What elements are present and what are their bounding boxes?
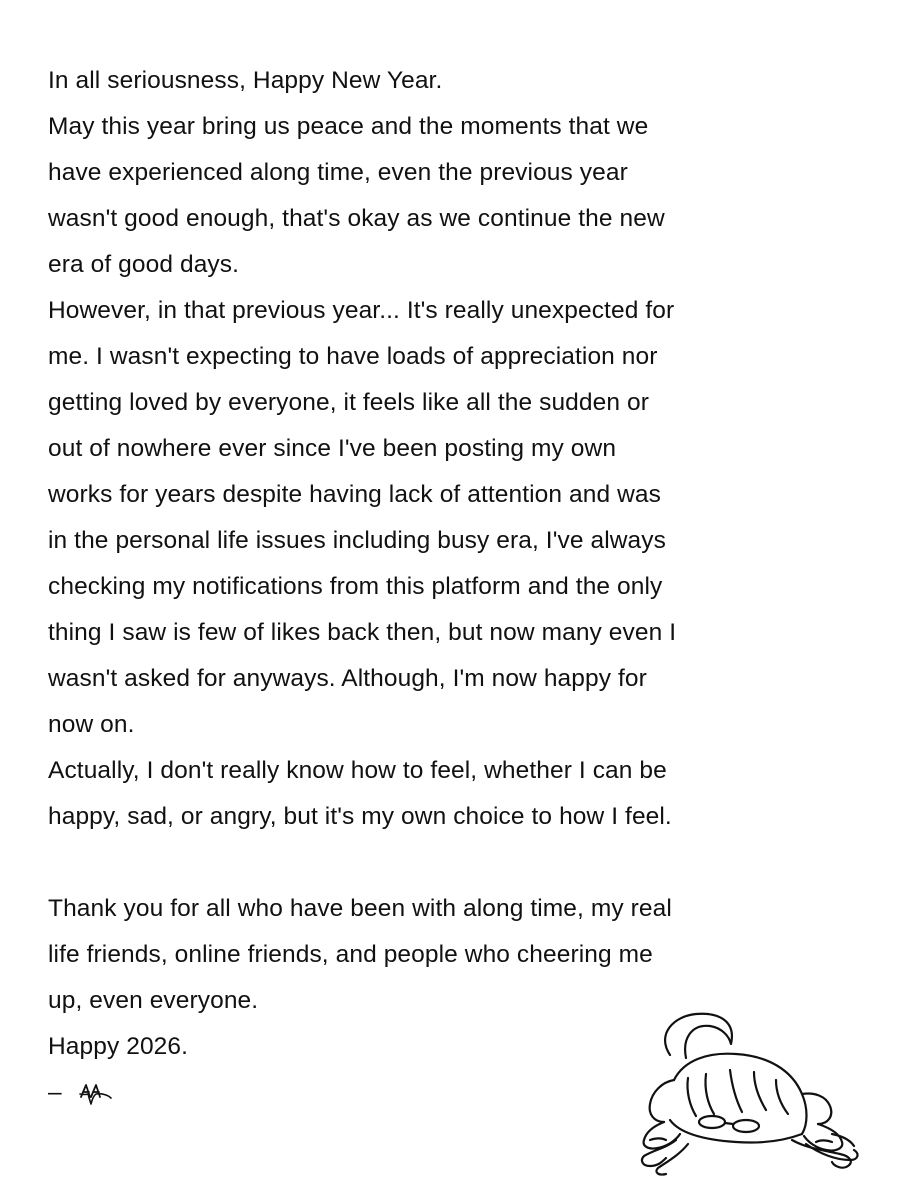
- paragraph2-line: now on.: [48, 711, 135, 738]
- paragraph4-line: up, even everyone.: [48, 987, 259, 1014]
- greeting-line: In all seriousness, Happy New Year.: [48, 67, 443, 94]
- paragraph2-line: works for years despite having lack of attention and was: [48, 481, 661, 508]
- chibi-doodle-icon: [636, 1008, 864, 1178]
- paragraph1-line: era of good days.: [48, 251, 240, 278]
- paragraph2-line: checking my notifications from this platform and the only: [48, 573, 663, 600]
- paragraph3-line: happy, sad, or angry, but it's my own choice to how I feel.: [48, 803, 672, 830]
- closing-line: Happy 2026.: [48, 1033, 189, 1060]
- paragraph2-line: However, in that previous year... It's really unexpected for: [48, 297, 675, 324]
- paragraph2-line: getting loved by everyone, it feels like all the sudden or: [48, 389, 649, 416]
- paragraph2-line: thing I saw is few of likes back then, but now many even I: [48, 619, 677, 646]
- paragraph2-line: in the personal life issues including busy era, I've always: [48, 527, 666, 554]
- paragraph4-line: Thank you for all who have been with along time, my real: [48, 895, 672, 922]
- paragraph1-line: May this year bring us peace and the moments that we: [48, 113, 649, 140]
- signature-icon: [79, 1080, 113, 1106]
- paragraph2-line: me. I wasn't expecting to have loads of appreciation nor: [48, 343, 658, 370]
- paragraph-spacer: [48, 840, 768, 886]
- letter-body: [48, 58, 768, 1116]
- paragraph2-line: wasn't asked for anyways. Although, I'm now happy for: [48, 665, 647, 692]
- paragraph1-line: wasn't good enough, that's okay as we continue the new: [48, 205, 665, 232]
- paragraph4-line: life friends, online friends, and people who cheering me: [48, 941, 653, 968]
- paragraph2-line: out of nowhere ever since I've been posting my own: [48, 435, 617, 462]
- paragraph3-line: Actually, I don't really know how to feel, whether I can be: [48, 757, 667, 784]
- signature-dash: –: [48, 1079, 62, 1106]
- paragraph1-line: have experienced along time, even the previous year: [48, 159, 628, 186]
